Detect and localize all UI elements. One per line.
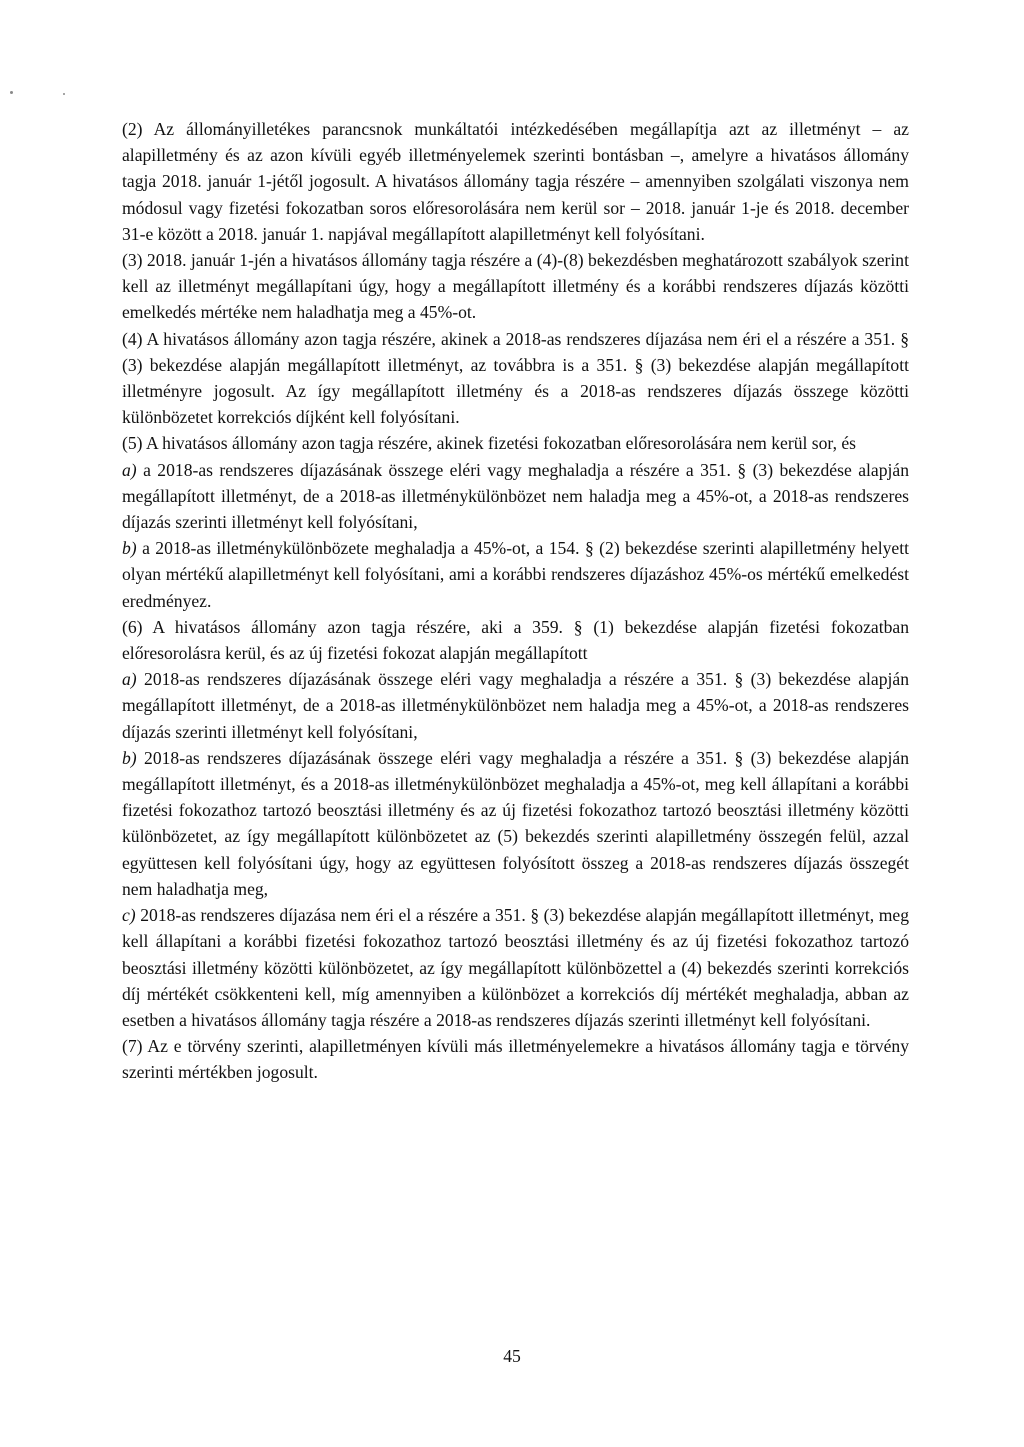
paragraph-5: (5) A hivatásos állomány azon tagja részére, akinek fizetési fokozatban előresorolására nem kerül sor, és	[122, 433, 857, 454]
paragraph-3: (3) 2018. január 1-jén a hivatásos állomány tagja részére a (4)-(8) bekezdésben meghatározott szabályok szerint kell az illetményt megállapítani úgy, hogy a megállapított illetmény és a korábbi rendszeres díjazás közötti emelkedés mértéke nem haladhatja meg a 45%-ot.	[122, 250, 909, 323]
scan-speck	[10, 91, 13, 94]
paragraph-2: (2) Az állományilletékes parancsnok munkáltatói intézkedésében megállapítja azt az illetményt – az alapilletmény és az azon kívüli egyéb illetményelemek szerinti bontásban –, amelyre a hivatásos állomány tagja 2018. január 1-jétől jogosult. A hivatásos állomány tagja részére – amennyiben szolgálati viszonya nem módosul vagy fizetési fokozatban soros előresorolására nem kerül sor – 2018. január 1-je és 2018. december 31-e között a 2018. január 1. napjával megállapított alapilletményt kell folyósítani.	[122, 119, 909, 244]
paragraph-7: (7) Az e törvény szerinti, alapilletményen kívüli más illetményelemekre a hivatásos állomány tagja e törvény szerinti mértékben jogosult.	[122, 1036, 909, 1083]
body-text	[122, 116, 909, 1086]
paragraph-4: (4) A hivatásos állomány azon tagja részére, akinek a 2018-as rendszeres díjazása nem éri el a részére a 351. § (3) bekezdése alapján megállapított illetményt, az továbbra is a 351. § (3) bekezdése alapján megállapított illetményre jogosult. Az így megállapított illetmény és a 2018-as rendszeres díjazás összege közötti különbözetet korrekciós díjként kell folyósítani.	[122, 328, 909, 428]
paragraph-6-point-c: c) 2018-as rendszeres díjazása nem éri el a részére a 351. § (3) bekezdése alapján megállapított illetményt, meg kell állapítani a korábbi fizetési fokozathoz tartozó beosztási illetmény és az új fizetési fokozathoz tartozó beosztási illetmény közötti különbözetet, az így megállapított különbözettel a (4) bekezdés szerinti korrekciós díj mértékét csökkenteni kell, míg amennyiben a különbözet a korrekciós díj mértékét meghaladja, abban az esetben a hivatásos állomány tagja részére a 2018-as rendszeres díjazás szerinti illetményt kell folyósítani.	[122, 905, 909, 1030]
page-number: 45	[503, 1346, 521, 1366]
paragraph-5-point-a: a) a 2018-as rendszeres díjazásának összege eléri vagy meghaladja a részére a 351. § (3) bekezdése alapján megállapított illetményt, de a 2018-as illetménykülönbözet nem haladja meg a 45%-ot, a 2018-as rendszeres díjazás szerinti illetményt kell folyósítani,	[122, 459, 909, 533]
scan-speck	[63, 93, 65, 95]
paragraph-6-point-a: a) 2018-as rendszeres díjazásának összege eléri vagy meghaladja a részére a 351. § (3) bekezdése alapján megállapított illetményt, de a 2018-as illetménykülönbözet nem haladja meg a 45%-ot, a 2018-as rendszeres díjazás szerinti illetményt kell folyósítani,	[122, 669, 909, 742]
paragraph-5-point-b: b) a 2018-as illetménykülönbözete meghaladja a 45%-ot, a 154. § (2) bekezdése szerinti alapilletmény helyett olyan mértékű alapilletményt kell folyósítani, ami a korábbi rendszeres díjazáshoz 45%-os mértékű emelkedést eredményez.	[122, 538, 909, 611]
paragraph-6-point-b: b) 2018-as rendszeres díjazásának összege eléri vagy meghaladja a részére a 351. § (3) bekezdése alapján megállapított illetményt, és a 2018-as illetménykülönbözet meghaladja a 45%-ot, meg kell állapítani a korábbi fizetési fokozathoz tartozó beosztási illetmény és az új fizetési fokozathoz tartozó beosztási illetmény közötti különbözetet, az így megállapított különbözetet az (5) bekezdés szerinti alapilletmény összegén felül, azzal együttesen kell folyósítani úgy, hogy az együttesen folyósított összeg a 2018-as rendszeres díjazás összegét nem haladhatja meg,	[122, 747, 909, 899]
paragraph-6: (6) A hivatásos állomány azon tagja részére, aki a 359. § (1) bekezdése alapján fizetési fokozatban előresorolásra kerül, és az új fizetési fokozat alapján megállapított	[122, 616, 909, 664]
